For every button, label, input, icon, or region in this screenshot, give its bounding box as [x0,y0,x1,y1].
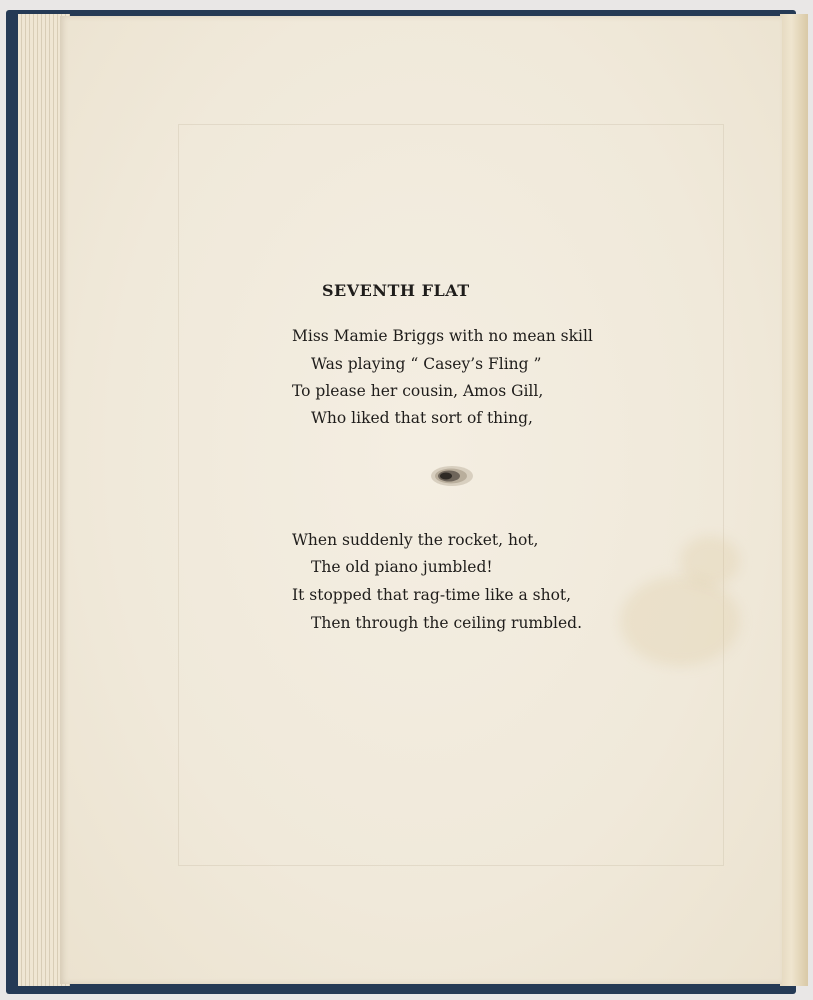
poem-line: Who liked that sort of thing, [311,409,533,427]
poem-line: The old piano jumbled! [311,558,493,576]
right-page-edge [780,14,808,986]
poem-line: To please her cousin, Amos Gill, [292,382,544,400]
burn-hole-mark [429,463,475,489]
poem-line: Was playing “ Casey’s Fling ” [311,355,542,373]
paper-stain [680,536,740,586]
paper-stain [620,576,740,666]
plate-mark [178,124,724,866]
poem-line: It stopped that rag-time like a shot, [292,586,572,604]
poem-line: Miss Mamie Briggs with no mean skill [292,327,593,345]
poem-line: Then through the ceiling rumbled. [311,614,583,632]
poem-line: When suddenly the rocket, hot, [292,531,539,549]
poem-title: SEVENTH FLAT [322,281,470,300]
book-page [60,16,782,984]
